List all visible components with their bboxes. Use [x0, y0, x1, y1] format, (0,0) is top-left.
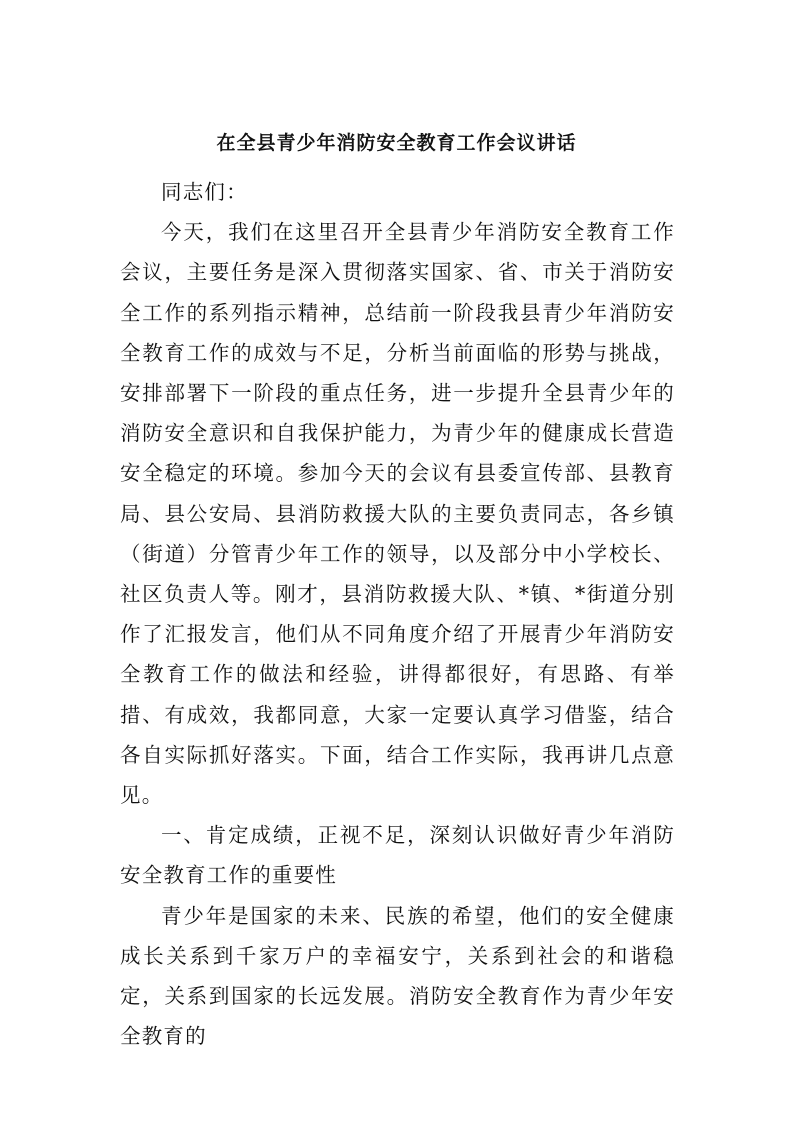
- paragraph-opening: 今天，我们在这里召开全县青少年消防安全教育工作会议，主要任务是深入贯彻落实国家、省、市关于消防安全工作的系列指示精神，总结前一阶段我县青少年消防安全教育工作的成效与不足，分析当前面临的形势与挑战，安排部署下一阶段的重点任务，进一步提升全县青少年的消防安全意识和自我保护能力，为青少年的健康成长营造安全稳定的环境。参加今天的会议有县委宣传部、县教育局、县公安局、县消防救援大队的主要负责同志，各乡镇（街道）分管青少年工作的领导，以及部分中小学校长、社区负责人等。刚才，县消防救援大队、*镇、*街道分别作了汇报发言，他们从不同角度介绍了开展青少年消防安全教育工作的做法和经验，讲得都很好，有思路、有举措、有成效，我都同意，大家一定要认真学习借鉴，结合各自实际抓好落实。下面，结合工作实际，我再讲几点意见。: [120, 220, 675, 808]
- salutation: 同志们：: [161, 180, 248, 204]
- paragraph-section-1: 青少年是国家的未来、民族的希望，他们的安全健康成长关系到千家万户的幸福安宁，关系到社会的和谐稳定，关系到国家的长远发展。消防安全教育作为青少年安全教育的: [120, 903, 675, 1049]
- document-body: [120, 172, 675, 1056]
- section-heading-1: 一、肯定成绩，正视不足，深刻认识做好青少年消防安全教育工作的重要性: [120, 823, 675, 888]
- document-title: 在全县青少年消防安全教育工作会议讲话: [216, 132, 577, 154]
